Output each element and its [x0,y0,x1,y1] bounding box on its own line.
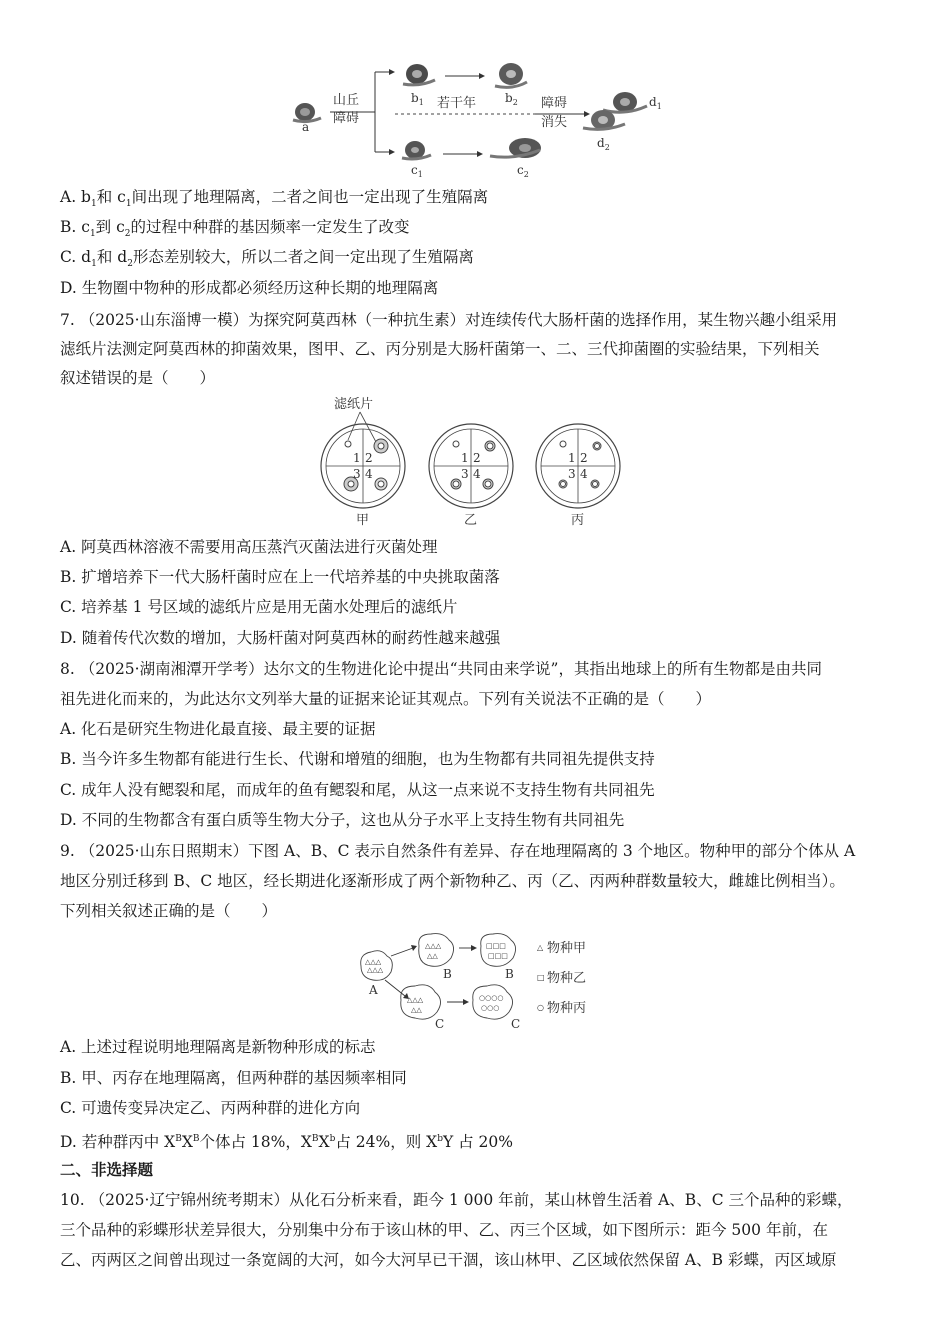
arrow-head [477,151,483,157]
q8-option-c: C. 成年人没有鳃裂和尾，而成年的鱼有鳃裂和尾，从这一点来说不支持生物有共同祖先 [60,781,655,799]
svg-text:△△△: △△△ [367,966,384,974]
arrow-head [389,69,395,75]
arrow-head [584,111,590,117]
quadrant-1-label: 1 [461,451,469,465]
q9-option-b: B. 甲、丙存在地理隔离，但两种群的基因频率相同 [60,1069,407,1087]
q9-option-a: A. 上述过程说明地理隔离是新物种形成的标志 [60,1038,376,1056]
region-b-label: B [443,967,452,981]
snail-c1-image [402,141,431,159]
q9-stem-line-3: 下列相关叙述正确的是（ ） [60,902,278,920]
svg-text:□□□: □□□ [486,942,506,950]
quadrant-2-label: 2 [473,451,481,465]
snail-speciation-figure [285,62,675,182]
legend [537,940,586,1016]
q9-stem-line-1: 9. （2025·山东日照期末）下图 A、B、C 表示自然条件有差异、存在地理隔离的 3 个地区。物种甲的部分个体从 A [60,842,856,860]
svg-text:△△: △△ [411,1006,422,1014]
legend-label-species-bing: 物种丙 [547,1001,587,1016]
region-c-blob [401,985,441,1019]
dish-label-bing: 丙 [571,513,585,528]
label-mountain-1: 山丘 [333,93,360,108]
region-c-label: C [435,1017,445,1030]
quadrant-3-label: 3 [353,467,361,481]
quadrant-4-label: 4 [580,467,588,481]
q7-stem-line-2: 滤纸片法测定阿莫西林的抑菌效果，图甲、乙、丙分别是大肠杆菌第一、二、三代抑菌圈的实验结果，下列相关 [60,340,820,358]
label-years: 若干年 [437,96,477,111]
svg-text:○○○: ○○○ [481,1004,500,1012]
q7-option-d: D. 随着传代次数的增加，大肠杆菌对阿莫西林的耐药性越来越强 [60,629,501,647]
label-vanish-2: 消失 [541,115,568,130]
region-c2-label: C [511,1017,521,1030]
q7-option-c: C. 培养基 1 号区域的滤纸片应是用无菌水处理后的滤纸片 [60,598,458,616]
quadrant-2-label: 2 [365,451,373,465]
region-b2-label: B [505,967,514,981]
legend-symbol-circle-icon: ○ [537,1003,544,1012]
label-b2: $b_2$ [505,91,518,107]
label-a: a [302,120,310,134]
region-a-blob [361,951,393,981]
q8-stem-line-1: 8. （2025·湖南湘潭开学考）达尔文的生物进化论中提出“共同由来学说”，其指出地球上的所有生物都是由共同 [60,660,822,678]
filter-paper-label: 滤纸片 [334,397,374,412]
svg-text:△△△: △△△ [365,958,382,966]
q8-stem-line-2: 祖先进化而来的，为此达尔文列举大量的证据来论证其观点。下列有关说法不正确的是（ ） [60,690,712,708]
svg-text:△△△: △△△ [425,942,442,950]
q7-stem-line-1: 7. （2025·山东淄博一模）为探究阿莫西林（一种抗生素）对连续传代大肠杆菌的选择作用，某生物兴趣小组采用 [60,311,838,329]
q8-option-a: A. 化石是研究生物进化最直接、最主要的证据 [60,720,376,738]
snail-c2-image [490,138,541,158]
region-a-label: A [369,983,378,997]
arrow-line [391,948,413,956]
q6-option-b: B. $c_1$到 $c_2$的过程中种群的基因频率一定发生了改变 [60,218,410,240]
region-b-blob [419,934,454,967]
label-d2: $d_2$ [597,136,610,152]
region-b-evolved-blob [481,934,516,967]
snail-a-image [293,103,321,122]
q10-stem-line-1: 10. （2025·辽宁锦州统考期末）从化石分析来看，距今 1 000 年前，某山林曾生活着 A、B、C 三个品种的彩蝶， [60,1191,853,1209]
region-c-evolved-blob [473,985,513,1019]
dish-label-jia: 甲 [356,513,370,528]
legend-label-species-yi: 物种乙 [547,971,587,986]
q10-stem-line-2: 三个品种的彩蝶形状差异很大，分别集中分布于该山林的甲、乙、丙三个区域，如下图所示：距今 500 年前，在 [60,1221,828,1239]
label-b1: $b_1$ [411,91,424,107]
filter-disc [345,441,351,447]
arrow-head [479,73,485,79]
speciation-region-figure [355,930,605,1030]
svg-text:□□□: □□□ [488,952,508,960]
q10-stem-line-3: 乙、丙两区之间曾出现过一条宽阔的大河，如今大河早已干涸，该山林甲、乙区域依然保留 A、B 彩蝶，丙区域原 [60,1251,837,1269]
quadrant-4-label: 4 [365,467,373,481]
q9-option-c: C. 可遗传变异决定乙、丙两种群的进化方向 [60,1099,361,1117]
pointer-line [360,412,376,442]
q6-option-d: D. 生物圈中物种的形成都必须经历这种长期的地理隔离 [60,279,439,297]
label-d1: $d_1$ [649,95,662,111]
legend-label-species-jia: 物种甲 [547,941,587,956]
label-c1: $c_1$ [411,163,423,179]
q6-option-a: A. $b_1$和 $c_1$间出现了地理隔离，二者之间也一定出现了生殖隔离 [60,188,489,210]
quadrant-1-label: 1 [568,451,576,465]
petri-dish-figure [318,392,648,532]
arrow-head [389,149,395,155]
svg-text:○○○○: ○○○○ [479,994,504,1002]
arrow-head [471,945,477,951]
label-mountain-2: 障碍 [333,111,360,126]
q7-stem-line-3: 叙述错误的是（ ） [60,369,216,387]
petri-dish-yi [429,424,513,508]
legend-symbol-square-icon: □ [537,973,545,982]
q9-option-d: D. 若种群丙中 $X^BX^B$个体占 18%，$X^BX^b$占 24%，则 $X^bY$ 占 20% [60,1133,514,1152]
quadrant-4-label: 4 [473,467,481,481]
q8-option-b: B. 当今许多生物都有能进行生长、代谢和增殖的细胞，也为生物都有共同祖先提供支持 [60,750,655,768]
label-c2: $c_2$ [517,163,529,179]
svg-text:△△: △△ [427,952,438,960]
q6-option-c: C. $d_1$和 $d_2$形态差别较大，所以二者之间一定出现了生殖隔离 [60,248,474,270]
dish-label-yi: 乙 [464,513,478,528]
q8-option-d: D. 不同的生物都含有蛋白质等生物大分子，这也从分子水平上支持生物有共同祖先 [60,811,625,829]
label-vanish-1: 障碍 [541,96,568,111]
snail-b2-image [495,63,527,87]
arrow-line [385,980,405,996]
section-heading: 二、非选择题 [60,1160,154,1179]
quadrant-2-label: 2 [580,451,588,465]
quadrant-1-label: 1 [353,451,361,465]
legend-symbol-triangle-icon: △ [537,943,544,952]
quadrant-3-label: 3 [568,467,576,481]
snail-b1-image [403,64,435,85]
q7-option-b: B. 扩增培养下一代大肠杆菌时应在上一代培养基的中央挑取菌落 [60,568,500,586]
snail-d1-image [603,92,647,112]
q9-stem-line-2: 地区分别迁移到 B、C 地区，经长期进化逐渐形成了两个新物种乙、丙（乙、丙两种群数量较大，雌雄比例相当）。 [60,872,845,890]
petri-dish-jia [321,424,405,508]
q7-option-a: A. 阿莫西林溶液不需要用高压蒸汽灭菌法进行灭菌处理 [60,538,438,556]
quadrant-3-label: 3 [461,467,469,481]
petri-dish-bing [536,424,620,508]
arrow-head [463,999,469,1005]
svg-text:△△△: △△△ [407,996,424,1004]
